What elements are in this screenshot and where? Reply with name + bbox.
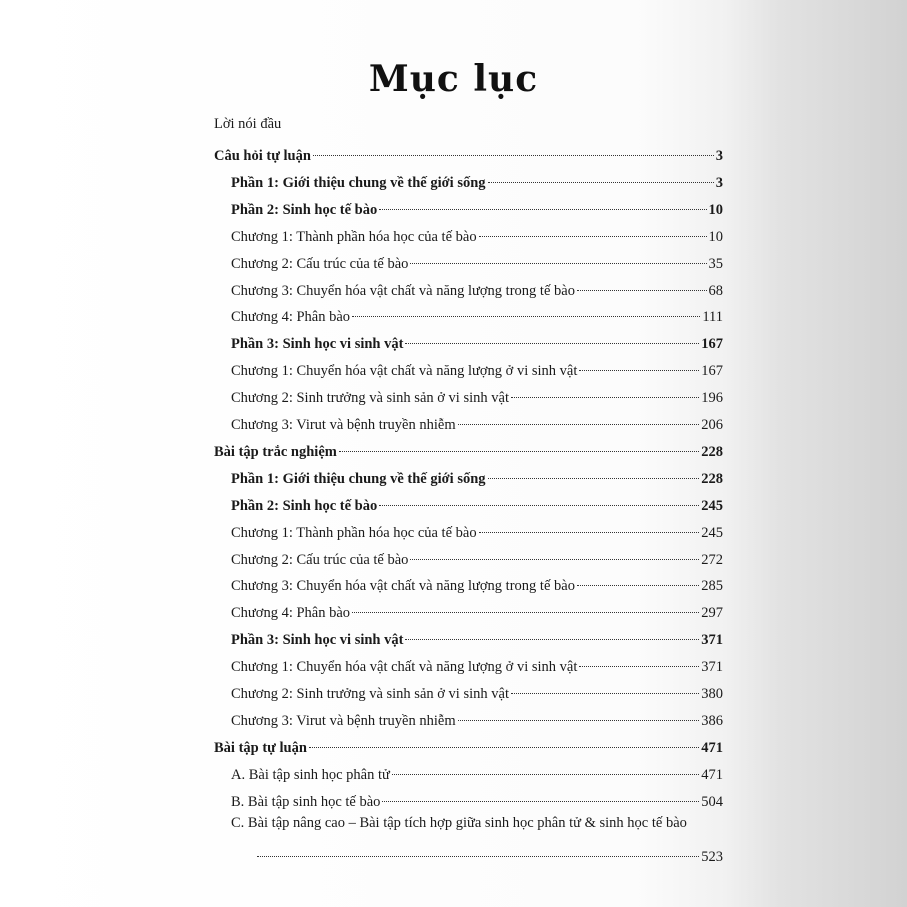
chapter-entry-label-wrapped: C. Bài tập nâng cao – Bài tập tích hợp giữa sinh học phân tử & sinh học tế bào [231, 814, 687, 831]
entry-page-number: 167 [701, 363, 723, 380]
dot-leader [577, 567, 699, 586]
entry-label: Chương 1: Thành phần hóa học của tế bào [231, 524, 477, 541]
entry-page-number: 245 [701, 497, 723, 514]
entry-label: Phần 2: Sinh học tế bào [231, 497, 378, 514]
entry-page-number: 245 [701, 524, 723, 541]
entry-label: Chương 1: Thành phần hóa học của tế bào [231, 228, 477, 245]
chapter-entry [231, 410, 723, 434]
entry-page-number: 35 [708, 255, 723, 272]
dot-leader [405, 325, 699, 344]
entry-page-number: 471 [701, 739, 723, 756]
part-entry [231, 625, 723, 649]
dot-leader [511, 379, 699, 398]
entry-label: Phần 3: Sinh học vi sinh vật [231, 336, 404, 353]
chapter-entry [231, 571, 723, 595]
dot-leader [488, 460, 700, 479]
entry-label: Chương 3: Chuyển hóa vật chất và năng lượng trong tế bào [231, 578, 575, 595]
chapter-entry [231, 787, 723, 811]
part-entry [231, 195, 723, 219]
entry-label: Chương 3: Chuyển hóa vật chất và năng lượng trong tế bào [231, 282, 575, 299]
entry-label: Chương 1: Chuyển hóa vật chất và năng lượng ở vi sinh vật [231, 659, 578, 676]
chapter-entry [231, 383, 723, 407]
chapter-entry [231, 356, 723, 380]
entry-page-number: 285 [701, 578, 723, 595]
dot-leader [577, 272, 707, 291]
dot-leader [382, 783, 699, 802]
section-entry [214, 733, 723, 757]
chapter-entry [231, 302, 723, 326]
entry-label: Chương 2: Sinh trưởng và sinh sản ở vi sinh vật [231, 686, 509, 702]
entry-page-number: 386 [701, 712, 723, 729]
entry-label: Phần 3: Sinh học vi sinh vật [231, 632, 404, 649]
dot-leader [257, 838, 699, 857]
entry-label: Chương 2: Cấu trúc của tế bào [231, 551, 409, 568]
chapter-entry [231, 518, 723, 542]
chapter-entry [231, 760, 723, 784]
entry-page-number: 228 [701, 470, 723, 487]
dot-leader [410, 245, 706, 264]
dot-leader [339, 433, 699, 452]
chapter-entry [231, 706, 723, 730]
section-entry [214, 437, 723, 461]
entry-page-number: 206 [701, 417, 723, 433]
entry-label: Bài tập tự luận [214, 739, 307, 756]
entry-label: Chương 3: Virut và bệnh truyền nhiễm [231, 417, 456, 433]
part-entry [231, 491, 723, 515]
entry-page-number: 297 [701, 605, 723, 622]
dot-leader [479, 514, 700, 533]
dot-leader [458, 406, 700, 425]
chapter-entry [231, 276, 723, 300]
entry-page-number: 10 [708, 201, 723, 218]
chapter-entry-continuation [257, 842, 723, 866]
entry-label: Chương 2: Cấu trúc của tế bào [231, 255, 409, 272]
dot-leader [579, 648, 699, 667]
entry-page-number: 3 [715, 174, 723, 191]
dot-leader [511, 675, 699, 694]
entry-page-number: 371 [701, 632, 723, 649]
chapter-entry [231, 679, 723, 703]
entry-label: Chương 3: Virut và bệnh truyền nhiễm [231, 712, 456, 729]
part-entry [231, 329, 723, 353]
section-entry [214, 141, 723, 165]
dot-leader [458, 702, 700, 721]
entry-page-number: 523 [701, 849, 723, 866]
dot-leader [313, 137, 714, 156]
entry-label: Câu hỏi tự luận [214, 148, 311, 164]
dot-leader [410, 541, 699, 560]
dot-leader [392, 756, 699, 775]
dot-leader [479, 218, 707, 237]
chapter-entry [231, 249, 723, 273]
entry-label: A. Bài tập sinh học phân tử [231, 766, 390, 783]
dot-leader [488, 164, 714, 183]
dot-leader [579, 352, 699, 371]
page-title: Mục lục [368, 58, 539, 100]
dot-leader [352, 298, 700, 317]
dot-leader [379, 487, 699, 506]
entry-page-number: 371 [701, 659, 723, 676]
dot-leader [352, 594, 699, 613]
entry-page-number: 504 [701, 793, 723, 810]
entry-page-number: 167 [701, 336, 723, 353]
entry-page-number: 228 [701, 443, 723, 460]
entry-label: Chương 4: Phân bào [231, 309, 351, 326]
entry-label: Phần 2: Sinh học tế bào [231, 201, 378, 218]
chapter-entry [231, 652, 723, 676]
entry-label: Chương 4: Phân bào [231, 605, 351, 622]
entry-page-number: 68 [708, 282, 723, 299]
dot-leader [309, 729, 699, 748]
dot-leader [379, 191, 706, 210]
entry-label: Phần 1: Giới thiệu chung về thế giới sống [231, 470, 486, 487]
entry-page-number: 3 [715, 148, 723, 164]
entry-page-number: 380 [701, 686, 723, 702]
chapter-entry [231, 222, 723, 246]
entry-label: B. Bài tập sinh học tế bào [231, 793, 381, 810]
entry-label: Bài tập trắc nghiệm [214, 443, 337, 460]
entry-page-number: 10 [708, 228, 723, 245]
chapter-entry [231, 545, 723, 569]
dot-leader [405, 621, 699, 640]
foreword-entry: Lời nói đầu [214, 116, 282, 132]
entry-page-number: 471 [701, 766, 723, 783]
chapter-entry [231, 598, 723, 622]
entry-page-number: 111 [702, 309, 723, 326]
entry-label: Phần 1: Giới thiệu chung về thế giới sống [231, 174, 486, 191]
entry-label: Chương 2: Sinh trưởng và sinh sản ở vi sinh vật [231, 390, 509, 407]
entry-page-number: 272 [701, 551, 723, 568]
entry-label: Chương 1: Chuyển hóa vật chất và năng lượng ở vi sinh vật [231, 363, 578, 380]
part-entry [231, 168, 723, 192]
entry-page-number: 196 [701, 390, 723, 407]
part-entry [231, 464, 723, 488]
